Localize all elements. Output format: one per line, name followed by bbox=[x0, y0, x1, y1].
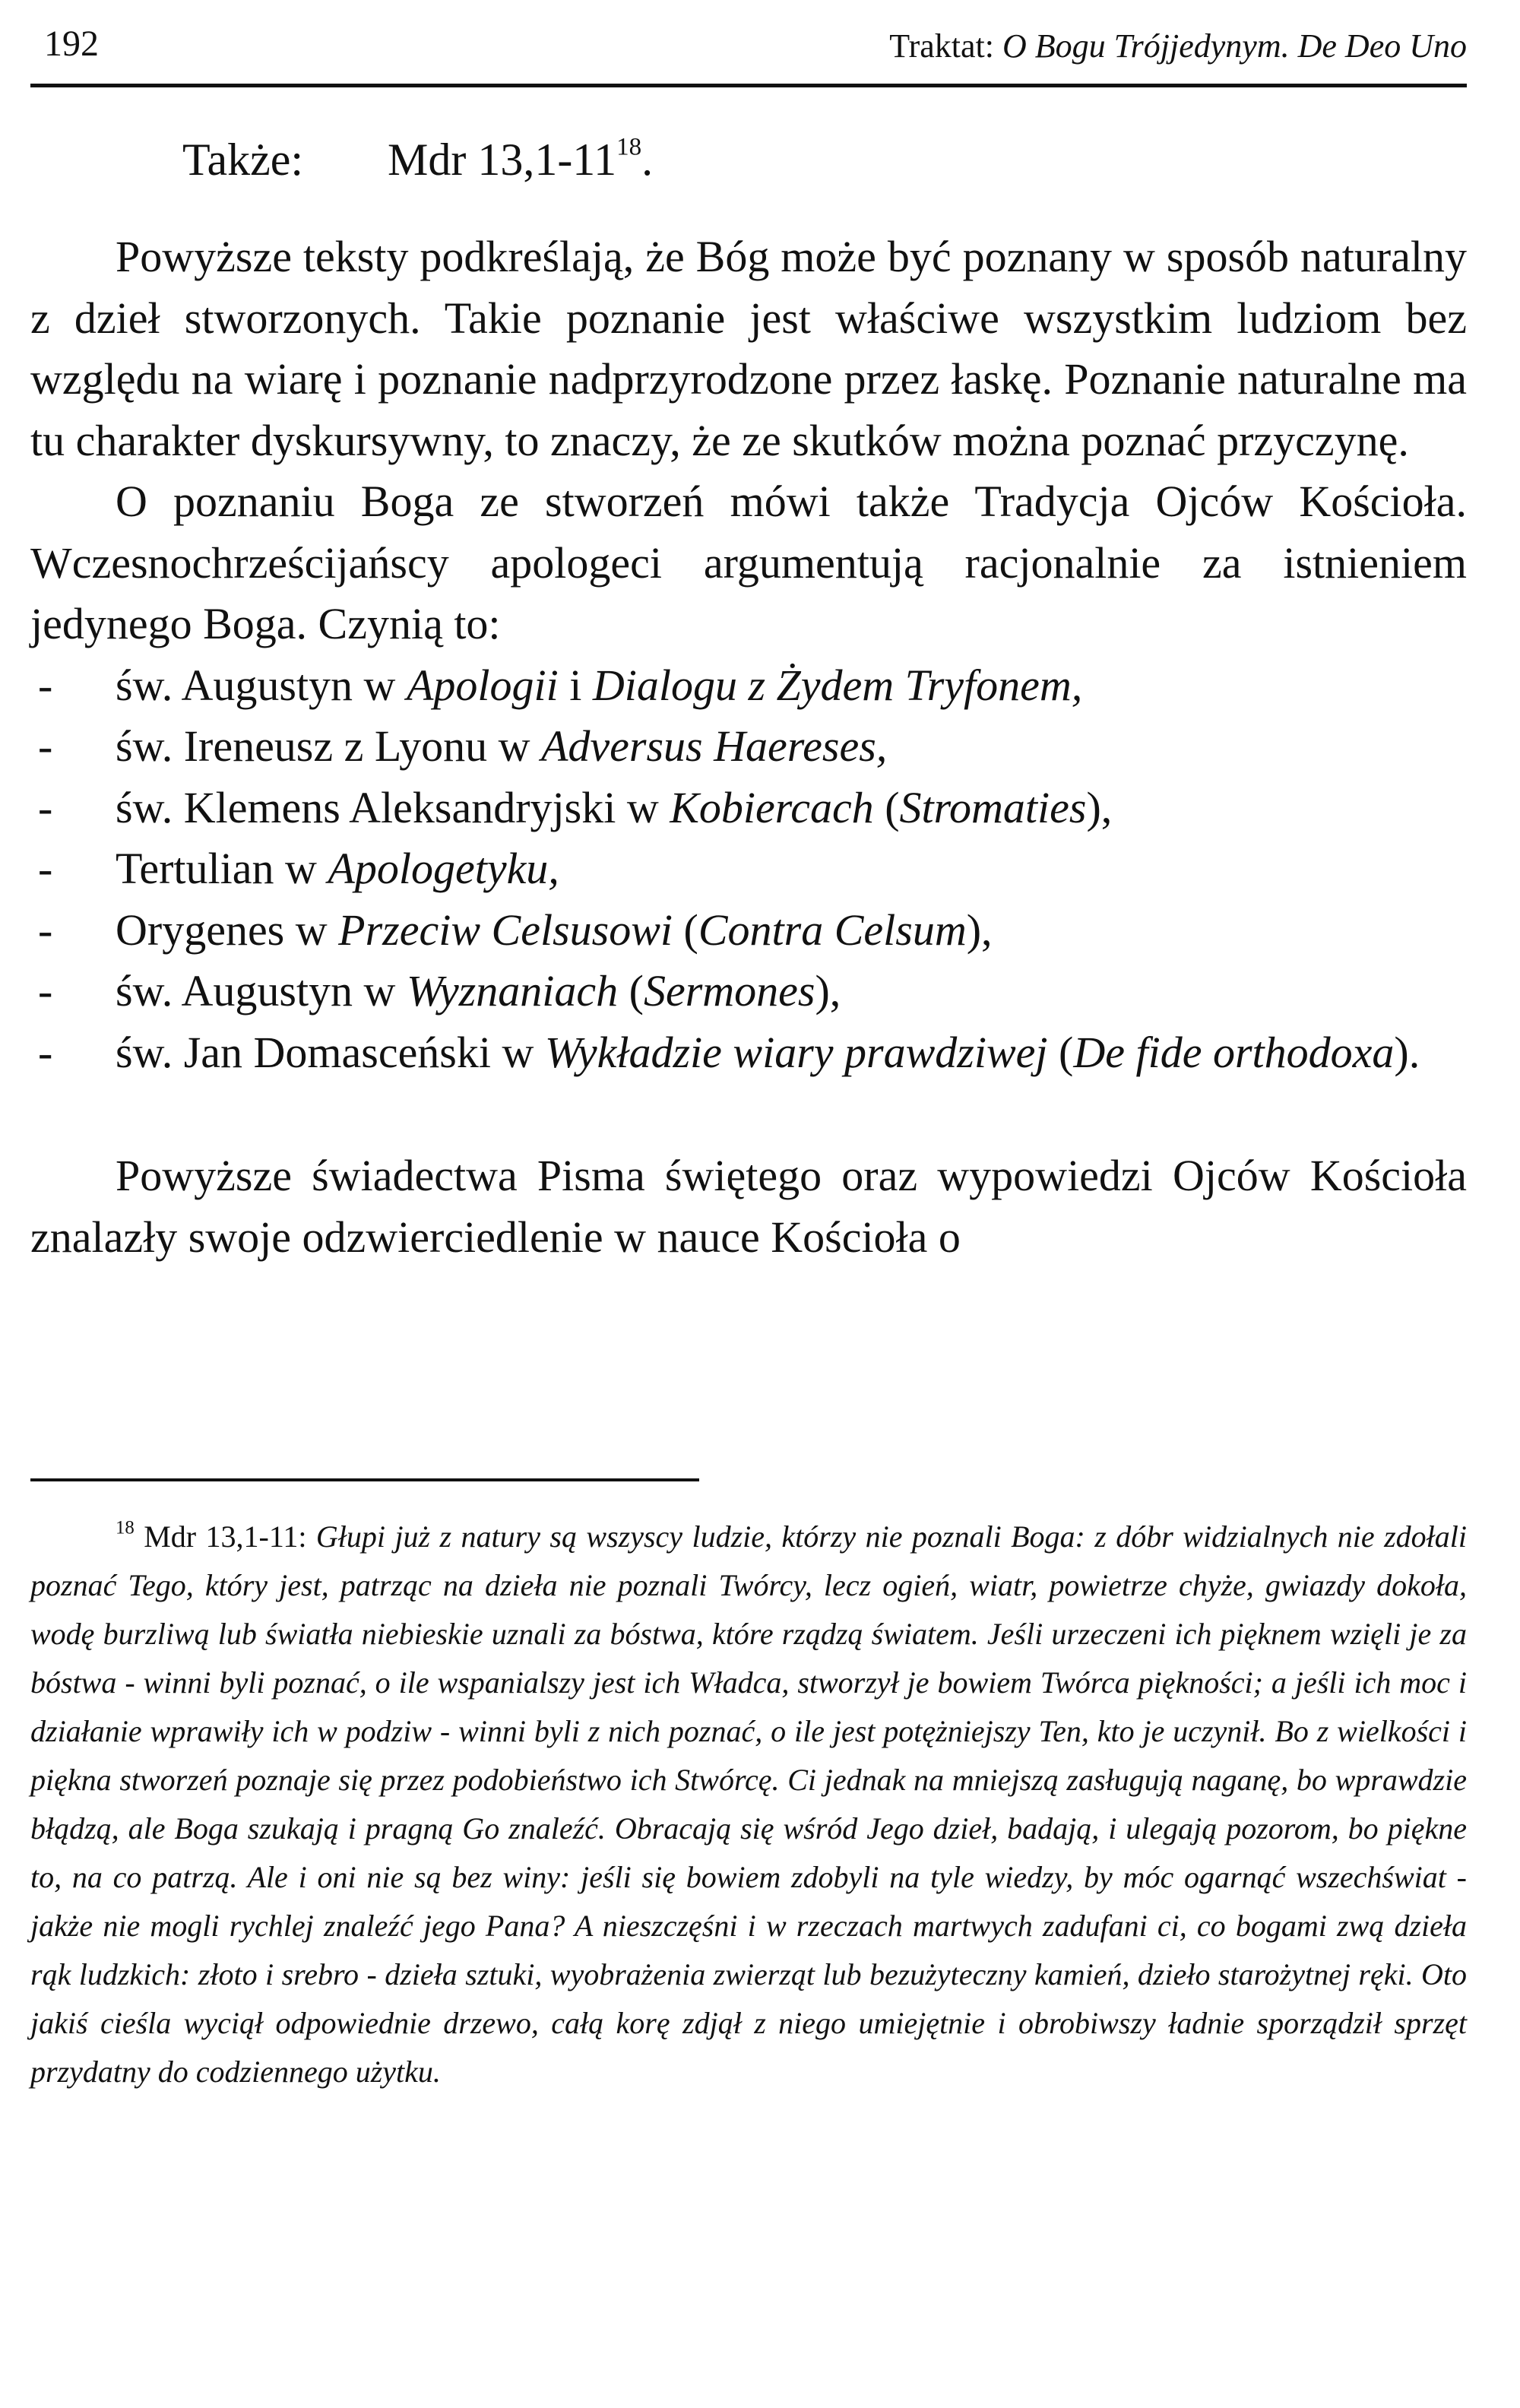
list-item-text: Orygenes w bbox=[116, 905, 339, 955]
scripture-reference-line bbox=[182, 129, 653, 190]
paragraph-2: O poznaniu Boga ze stworzeń mówi także Tradycja Ojców Kościoła. Wczesnochrześcijańscy apologeci argumentują racjonalnie za istnieniem jedynego Boga. Czynią to: bbox=[30, 477, 1467, 648]
list-item bbox=[30, 716, 1467, 778]
list-item-text: św. Jan Domasceński w bbox=[116, 1027, 545, 1077]
list-item bbox=[30, 838, 1467, 900]
list-item-title: Wykładzie wiary prawdziwej bbox=[544, 1027, 1048, 1077]
list-item-title: Wyznaniach bbox=[406, 966, 619, 1015]
list-item-text: ( bbox=[618, 966, 644, 1015]
list-item-title: Sermones bbox=[643, 966, 815, 1015]
running-title bbox=[889, 26, 1467, 67]
list-dash: - bbox=[38, 721, 53, 771]
list-item bbox=[30, 1022, 1467, 1084]
scripture-reference: Mdr 13,1-11 bbox=[388, 135, 617, 185]
list-item bbox=[30, 900, 1467, 962]
reference-trailing: . bbox=[641, 135, 654, 185]
page-header bbox=[30, 21, 1467, 67]
page-number: 192 bbox=[44, 24, 99, 64]
list-item-text: św. Klemens Aleksandryjski w bbox=[116, 782, 670, 832]
list-dash: - bbox=[38, 905, 53, 955]
footnote-rule bbox=[30, 1478, 699, 1481]
list-item-text: ), bbox=[1086, 782, 1113, 832]
running-title-prefix: Traktat: bbox=[889, 27, 1002, 65]
list-item-text: św. Augustyn w bbox=[116, 660, 407, 710]
list-item bbox=[30, 778, 1467, 839]
also-label: Także: bbox=[182, 135, 304, 185]
list-item-title: Stromaties bbox=[899, 782, 1087, 832]
main-text bbox=[30, 227, 1467, 1268]
list-dash: - bbox=[38, 660, 53, 710]
running-title-italic: O Bogu Trójjedynym. De Deo Uno bbox=[1002, 27, 1467, 65]
list-item-title: Adversus Haereses, bbox=[540, 721, 888, 771]
list-dash: - bbox=[38, 1027, 53, 1077]
list-item-title: Apologetyku, bbox=[328, 844, 559, 893]
list-item-title: De fide orthodoxa bbox=[1073, 1027, 1395, 1077]
list-dash: - bbox=[38, 844, 53, 893]
header-rule bbox=[30, 84, 1467, 87]
paragraph-1: Powyższe teksty podkreślają, że Bóg może być poznany w sposób naturalny z dzieł stworzonych. Takie poznanie jest właściwe wszystkim ludziom bez względu na wiarę i poznanie nadprzyrodzone przez łaskę. Poznanie naturalne ma tu charakter dyskursywny, to znaczy, że ze skutków można poznać przyczynę. bbox=[30, 232, 1467, 465]
list-item-text: ), bbox=[966, 905, 993, 955]
list-dash: - bbox=[38, 966, 53, 1015]
list-item-text: ( bbox=[673, 905, 698, 955]
paragraph-3: Powyższe świadectwa Pisma świętego oraz wypowiedzi Ojców Kościoła znalazły swoje odzwierciedlenie w nauce Kościoła o bbox=[30, 1151, 1467, 1262]
list-item-title: Contra Celsum bbox=[698, 905, 967, 955]
list-item bbox=[30, 655, 1467, 717]
footnote-reference: Mdr 13,1-11: bbox=[134, 1519, 316, 1554]
footnote-text: Głupi już z natury są wszyscy ludzie, którzy nie poznali Boga: z dóbr widzialnych nie zdołali poznać Tego, który jest, patrząc na dzieła nie poznali Twórcy, lecz ogień, wiatr, powietrze chyże, gwiazdy dokoła, wodę burzliwą lub światła niebieskie uznali za bóstwa, które rządzą światem. Jeśli urzeczeni ich pięknem wzięli je za bóstwa - winni byli poznać, o ile wspanialszy jest ich Władca, stworzył je bowiem Twórca piękności; a jeśli ich moc i działanie wprawiły ich w podziw - winni byli z nich poznać, o ile jest potężniejszy Ten, kto je uczynił. Bo z wielkości i piękna stworzeń poznaje się przez podobieństwo ich Stwórcę. Ci jednak na mniejszą zasługują naganę, bo wprawdzie błądzą, ale Boga szukają i pragną Go znaleźć. Obracają się wśród Jego dzieł, badają, i ulegają pozorom, bo piękne to, na co patrzą. Ale i oni nie są bez winy: jeśli się bowiem zdobyli na tyle wiedzy, by móc ogarnąć wszechświat - jakże nie mogli rychlej znaleźć jego Pana? A nieszczęśni i w rzeczach martwych zadufani ci, co bogami zwą dzieła rąk ludzkich: złoto i srebro - dzieła sztuki, wyobrażenia zwierząt lub bezużyteczny kamień, dzieło starożytnej ręki. Oto jakiś cieśla wyciął odpowiednie drzewo, całą korę zdjął z niego umiejętnie i obrobiwszy ładnie sporządził sprzęt przydatny do codziennego użytku. bbox=[30, 1519, 1467, 2089]
list-item-text: ). bbox=[1394, 1027, 1420, 1077]
list-item-text: i bbox=[558, 660, 593, 710]
list-item-text: ( bbox=[1047, 1027, 1074, 1077]
list-item-title: Przeciw Celsusowi bbox=[338, 905, 673, 955]
list-dash: - bbox=[38, 782, 53, 832]
church-fathers-list bbox=[30, 655, 1467, 1084]
footnote-paragraph bbox=[30, 1513, 1467, 2096]
list-item-title: Dialogu z Żydem Tryfonem, bbox=[592, 660, 1083, 710]
footnote-marker: 18 bbox=[116, 1517, 135, 1538]
footnote-marker-ref: 18 bbox=[616, 133, 642, 161]
list-item-title: Kobiercach bbox=[670, 782, 874, 832]
list-item-text: Tertulian w bbox=[116, 844, 328, 893]
list-item bbox=[30, 961, 1467, 1022]
list-item-text: ), bbox=[815, 966, 841, 1015]
list-item-text: ( bbox=[873, 782, 900, 832]
footnote-18 bbox=[30, 1513, 1467, 2096]
list-item-title: Apologii bbox=[406, 660, 559, 710]
list-item-text: św. Ireneusz z Lyonu w bbox=[116, 721, 541, 771]
list-item-text: św. Augustyn w bbox=[116, 966, 407, 1015]
